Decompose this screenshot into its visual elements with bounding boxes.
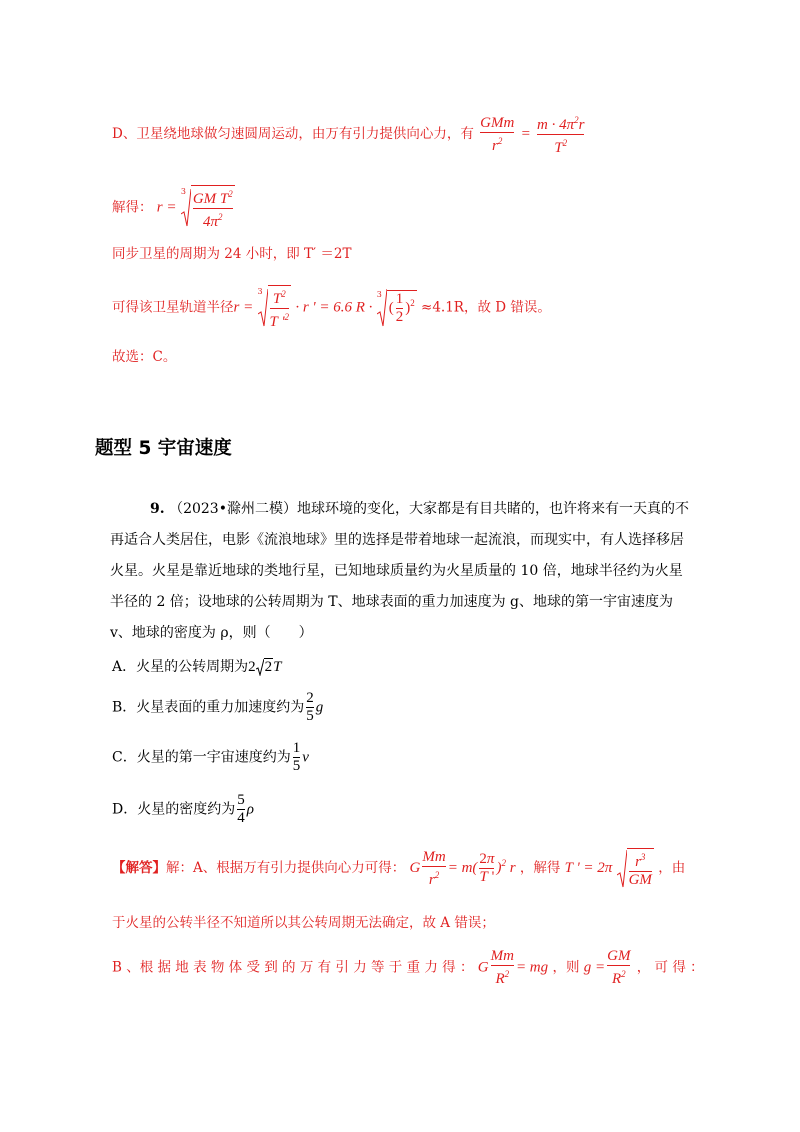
- root-sign-icon: [256, 658, 264, 676]
- radius-suffix: ≈4.1R，故 D 错误。: [421, 299, 551, 316]
- d-option-line: D、卫星绕地球做匀速圆周运动，由万有引力提供向心力，有 $\frac{\text{GMm}}{r^2}$ = $\frac{m \cdot 4\pi^2r}{T^2}$: [112, 112, 586, 157]
- answer-a-text: 解：A、根据万有引力提供向心力可得：: [166, 860, 406, 876]
- answer-a-end: ，由: [658, 860, 686, 876]
- d-eq-lhs-den: r: [492, 137, 498, 154]
- option-c[interactable]: C．火星的第一宇宙速度约为 $\frac{1}{5}$ v: [112, 740, 309, 774]
- option-b-text: B．火星表面的重力加速度约为: [112, 699, 305, 716]
- question-text-2: 再适合人类居住，电影《流浪地球》里的选择是带着地球一起流浪，而现实中，有人选择移居: [110, 532, 684, 548]
- option-c-text: C．火星的第一宇宙速度约为: [112, 749, 291, 766]
- d-eq-rhs-den: T: [554, 140, 563, 156]
- option-a[interactable]: A．火星的公转周期为2 2T: [112, 659, 282, 675]
- radius-mid: · r ' = 6.6 R ·: [295, 299, 373, 316]
- solve-num: GM T: [192, 191, 229, 207]
- cube-root: 3 $\frac{GM T^2}{4\pi^2}$: [180, 187, 233, 230]
- question-text-5: v、地球的密度为 ρ，则（ ）: [110, 625, 313, 641]
- answer-a-line: 【解答】解：A、根据万有引力提供向心力可得： G $\frac{Mm}{r^2}$ = m( $\frac{2\pi}{T '}$ )$^2$ r ，解得 T ' = 2π $\frac{r^3}{GM}$ ，由: [112, 848, 686, 888]
- question-body: [110, 494, 710, 649]
- answer-b-end: ， 可 得 ：: [636, 959, 704, 976]
- d-eq-lhs-num: GMm: [480, 114, 515, 131]
- answer-b-line: B 、根 据 地 表 物 体 受 到 的 万 有 引 力 等 于 重 力 得 ： G $\frac{Mm}{R^2}$ = mg ，则 g = $\frac{GM}{R^2}$ ， 可 得 ：: [112, 948, 704, 987]
- d-eq-lhs-fraction: $\frac{\text{GMm}}{r^2}$: [480, 114, 515, 154]
- option-a-text: A．火星的公转周期为: [112, 659, 249, 675]
- d-intro-text: D、卫星绕地球做匀速圆周运动，由万有引力提供向心力，有: [112, 126, 474, 142]
- option-d-text: D．火星的密度约为: [112, 801, 236, 818]
- option-b[interactable]: B．火星表面的重力加速度约为 $\frac{2}{5}$ g: [112, 690, 324, 724]
- answer-b-mid: ，则: [552, 959, 580, 976]
- answer-a-line-2: 于火星的公转半径不知道所以其公转周期无法确定，故 A 错误；: [112, 915, 495, 931]
- section-title: 题型 5 宇宙速度: [95, 438, 232, 459]
- solve-line: [112, 185, 235, 231]
- answer-b-text: B 、根 据 地 表 物 体 受 到 的 万 有 引 力 等 于 重 力 得 ：: [112, 959, 474, 976]
- d-eq-rhs-num: m · 4π: [537, 117, 575, 133]
- root-sign-icon: [617, 849, 627, 889]
- answer-a-mid: ，解得: [519, 860, 561, 876]
- solve-label: 解得：: [112, 199, 153, 216]
- radius-prefix: 可得该卫星轨道半径: [112, 299, 234, 316]
- question-source: （2023•滁州二模）: [169, 501, 297, 517]
- question-text-3: 火星。火星是靠近地球的类地行星，已知地球质量约为火星质量的 10 倍，地球半径约为火星: [110, 563, 683, 579]
- sync-line: 同步卫星的周期为 24 小时，即 T′ ＝2T: [112, 246, 352, 262]
- option-d[interactable]: D．火星的密度约为 $\frac{5}{4}$ ρ: [112, 792, 254, 826]
- question-text-4: 半径的 2 倍；设地球的公转周期为 T、地球表面的重力加速度为 g、地球的第一宇宙速度为: [110, 594, 674, 610]
- radius-line: 可得该卫星轨道半径r = 3 $\frac{T^2}{T '^2}$ · r ' = 6.6 R · 3 ( $\frac{1}{2}$ )$^2$ ≈4.1R，故 D 错误。: [112, 287, 551, 330]
- answer-tag: 【解答】: [112, 860, 166, 876]
- solve-expr-r: r =: [156, 199, 177, 216]
- d-eq-rhs-fraction: $\frac{m \cdot 4\pi^2r}{T^2}$: [537, 115, 585, 156]
- question-text-1: 地球环境的变化，大家都是有目共睹的，也许将来有一天真的不: [296, 501, 689, 517]
- question-number: 9.: [150, 501, 165, 517]
- choose-line: 故选：C。: [112, 349, 177, 365]
- solve-den: 4π: [203, 214, 219, 230]
